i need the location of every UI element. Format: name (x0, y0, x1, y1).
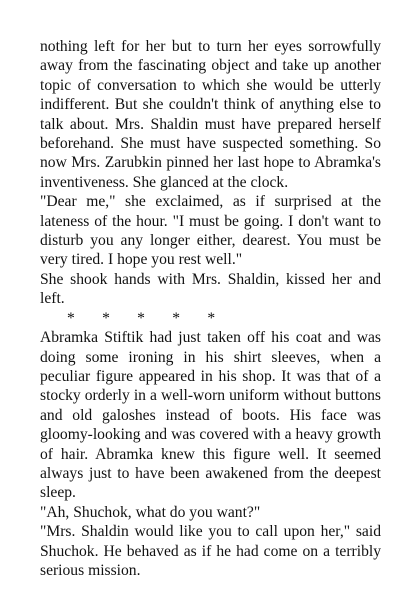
document-page (40, 37, 381, 580)
paragraph-2: "Dear me," she exclaimed, as if surprised at the lateness of the hour. "I must be going. I don't want to disturb you any longer either, dearest. You must be very tired. I hope you rest well." (40, 193, 381, 269)
paragraph-4: Abramka Stiftik had just taken off his coat and was doing some ironing in his shirt sleeves, when a peculiar figure appeared in his shop. It was that of a stocky orderly in a well-worn uniform without buttons and old galoshes instead of boots. His face was gloomy-looking and was covered with a heavy growth of hair. Abramka knew this figure well. It seemed always just to have been awakened from the deepest sleep. (40, 329, 381, 502)
paragraph-1: nothing left for her but to turn her eyes sorrowfully away from the fascinating object and take up another topic of conversation to which she would be utterly indifferent. But she couldn't think of anything else to talk about. Mrs. Shaldin must have prepared herself beforehand. She must have suspected something. So now Mrs. Zarubkin pinned her last hope to Abramka's inventiveness. She glanced at the clock. (40, 38, 381, 191)
paragraph-3: She shook hands with Mrs. Shaldin, kissed her and left. (40, 270, 381, 308)
paragraph-5: "Ah, Shuchok, what do you want?" (40, 503, 261, 521)
section-break: * * * * * (67, 309, 216, 327)
paragraph-6: "Mrs. Shaldin would like you to call upon her," said Shuchok. He behaved as if he had come on a terribly serious mission. (40, 523, 381, 579)
